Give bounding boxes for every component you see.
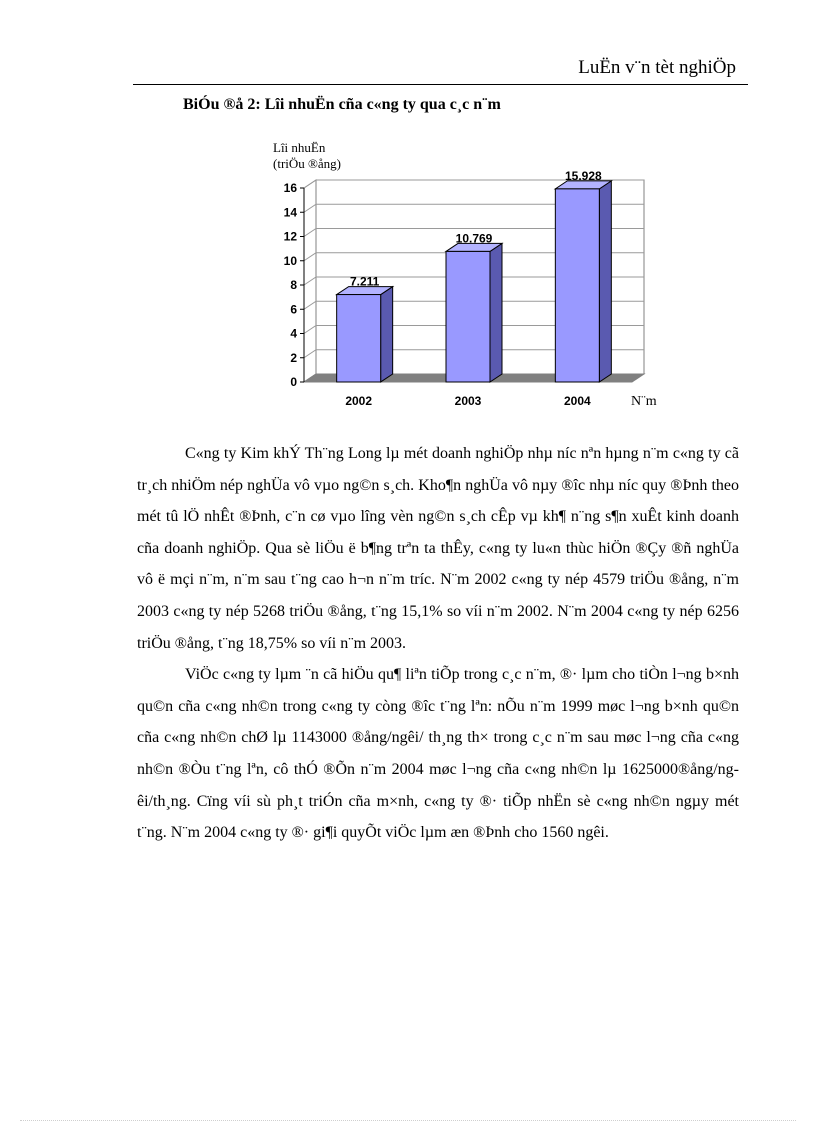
y-axis-label: (triÖu ®ång) xyxy=(273,156,341,171)
figure-caption: BiÓu ®å 2: Lîi nhuËn cña c«ng ty qua c¸c n¨m xyxy=(183,96,501,113)
body-text xyxy=(137,438,739,849)
y-tick-label: 6 xyxy=(290,302,297,317)
x-axis-label: N¨m xyxy=(631,394,657,409)
y-tick-label: 0 xyxy=(290,375,297,389)
y-axis-label: Lîi nhuËn xyxy=(273,140,326,155)
data-label: 10.769 xyxy=(455,231,493,246)
paragraph: ViÖc c«ng ty lµm ¨n cã hiÖu qu¶ liªn tiÕp trong c¸c n¨m, ®· lµm cho tiÒn l¬ng b×nh qu©n cña c«ng nh©n trong c«ng ty còng ®îc t¨ng lªn: nÕu n¨m 1999 møc l¬ng b×nh qu©n cña c«ng nh©n chØ lµ 1143000 ®ång/ngêi/ th¸ng th× trong c¸c n¨m sau møc l¬ng cña c«ng nh©n ®Òu t¨ng lªn, cô thÓ ®Õn n¨m 2004 møc l¬ng cña c«ng nh©n lµ 1625000®ång/ngêi/th¸ng. Cïng víi sù ph¸t triÓn cña m×nh, c«ng ty ®· tiÕp nhËn sè c«ng nh©n ngµy mét t¨ng. N¨m 2004 c«ng ty ®· gi¶i quyÕt viÖc lµm æn ®Þnh cho 1560 ngêi. xyxy=(137,666,739,842)
page-bottom-border xyxy=(20,1120,796,1121)
x-tick-label: 2002 xyxy=(345,394,373,408)
x-tick-label: 2003 xyxy=(454,394,482,408)
y-tick-label: 10 xyxy=(283,253,297,268)
paragraph: C«ng ty Kim khÝ Th¨ng Long lµ mét doanh nghiÖp nhµ níc nªn hµng n¨m c«ng ty cã tr¸ch nhiÖm nép nghÜa vô vµo ng©n s¸ch. Kho¶n nghÜa vô nµy ®îc nhµ níc quy ®Þnh theo mét tû lÖ nhÊt ®Þnh, c¨n cø vµo lîng vèn ng©n s¸ch cÊp vµ kh¶ n¨ng s¶n xuÊt kinh doanh cña doanh nghiÖp. Qua sè liÖu ë b¶ng trªn ta thÊy, c«ng ty lu«n thùc hiÖn ®Çy ®ñ nghÜa vô ë mçi n¨m, n¨m sau t¨ng cao h¬n n¨m tríc. N¨m 2002 c«ng ty nép 4579 triÖu ®ång, n¨m 2003 c«ng ty nép 5268 triÖu ®ång, t¨ng 15,1% so víi n¨m 2002. N¨m 2004 c«ng ty nép 6256 triÖu ®ång, t¨ng 18,75% so víi n¨m 2003. xyxy=(137,445,739,652)
y-tick-label: 4 xyxy=(290,326,297,341)
y-tick-label: 2 xyxy=(290,350,297,365)
bar-side xyxy=(381,287,393,382)
bar xyxy=(337,295,381,382)
y-tick-label: 16 xyxy=(283,181,297,195)
x-tick-label: 2004 xyxy=(563,394,591,408)
bar-side xyxy=(599,181,611,382)
y-tick-label: 12 xyxy=(283,229,297,244)
running-header: LuËn v¨n tèt nghiÖp xyxy=(578,57,736,78)
data-label: 7.211 xyxy=(349,274,380,289)
y-tick-label: 14 xyxy=(283,205,297,220)
profit-bar-chart xyxy=(0,0,816,430)
y-tick-label: 8 xyxy=(290,278,297,292)
bar-side xyxy=(490,243,502,382)
data-label: 15.928 xyxy=(564,168,602,183)
bar xyxy=(446,251,490,382)
bar xyxy=(555,189,599,382)
